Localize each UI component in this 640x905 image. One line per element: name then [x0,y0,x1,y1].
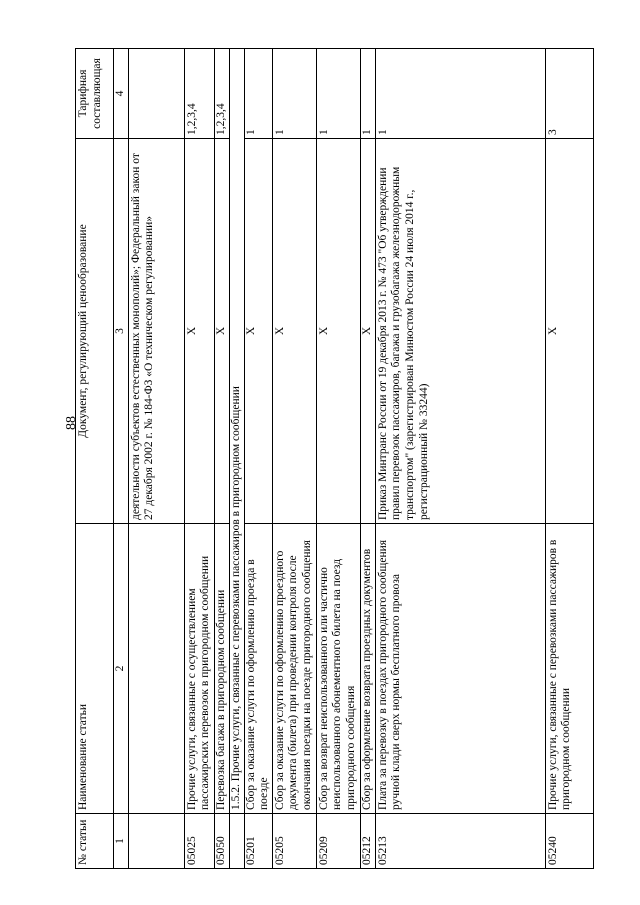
doc-cell: X [184,139,214,524]
tariff-cell: 1,2,3,4 [214,49,229,139]
tariff-cell: 1 [316,49,360,139]
tariff-cell: 1,2,3,4 [184,49,214,139]
page-number: 88 [64,416,79,430]
article-number: 05050 [214,814,229,869]
table-cell [128,49,184,139]
table-row [272,49,316,869]
article-number: 05213 [375,814,545,869]
header-name: Наименование статьи [76,524,114,814]
table-row [375,49,545,869]
section-heading-row [229,49,244,869]
column-index-row [114,49,129,869]
table-row [360,49,375,869]
table-row [244,49,272,869]
table-cell [229,814,244,869]
article-name: Перевозка багажа в пригородном сообщении [214,524,229,814]
tariff-table [75,48,594,869]
article-number: 05212 [360,814,375,869]
rotated-table-container [75,49,594,869]
table-cell [128,814,184,869]
section-heading: 1.5.2. Прочие услуги, связанные с перевозками пассажиров в пригородном сообщении [229,49,244,814]
article-number: 05209 [316,814,360,869]
index-1: 1 [114,814,129,869]
article-name: Сбор за оказание услуги по оформлению проезда в поезде [244,524,272,814]
tariff-cell: 1 [360,49,375,139]
doc-cell: X [545,139,593,524]
article-number: 05240 [545,814,593,869]
doc-cell: X [214,139,229,524]
article-number: 05025 [184,814,214,869]
article-number: 05205 [272,814,316,869]
index-3: 3 [114,139,129,524]
article-name: Сбор за оформление возврата проездных документов [360,524,375,814]
table-row [316,49,360,869]
index-2: 2 [114,524,129,814]
article-name: Сбор за возврат неиспользованного или частично неиспользованного абонементного билета на поезд пригородного сообщения [316,524,360,814]
table-header-row [76,49,114,869]
tariff-cell: 3 [545,49,593,139]
table-row [214,49,229,869]
article-name: Плата за перевозку в поездах пригородного сообщения ручной клади сверх нормы бесплатного провоза [375,524,545,814]
doc-cell: X [244,139,272,524]
doc-cell: X [272,139,316,524]
table-row-continuation [128,49,184,869]
header-doc: Документ, регулирующий ценообразование [76,139,114,524]
article-number: 05201 [244,814,272,869]
doc-cell: Приказ Минтранс России от 19 декабря 2013 г. № 473 "Об утверждении правил перевозок пассажиров, багажа и грузобагажа железнодорожным транспортом" (зарегистрирован Минюстом России 24 июля 2014 г., регистрационный № 33244) [375,139,545,524]
table-row [545,49,593,869]
article-name: Прочие услуги, связанные с перевозками пассажиров в пригородном сообщении [545,524,593,814]
article-name: Прочие услуги, связанные с осуществлением пассажирских перевозок в пригородном сообщении [184,524,214,814]
tariff-cell: 1 [244,49,272,139]
tariff-cell: 1 [375,49,545,139]
header-num: № статьи [76,814,114,869]
doc-cell: X [316,139,360,524]
doc-cell: деятельности субъектов естественных монополий»; Федеральный закон от 27 декабря 2002 г. № 184-ФЗ «О техническом регулировании» [128,139,184,524]
doc-cell: X [360,139,375,524]
header-tariff: Тарифная составляющая [76,49,114,139]
tariff-cell: 1 [272,49,316,139]
article-name: Сбор за оказание услуги по оформлению проездного документа (билета) при проведении контроля после окончания поездки на поезде пригородного сообщения [272,524,316,814]
table-row [184,49,214,869]
table-cell [128,524,184,814]
index-4: 4 [114,49,129,139]
